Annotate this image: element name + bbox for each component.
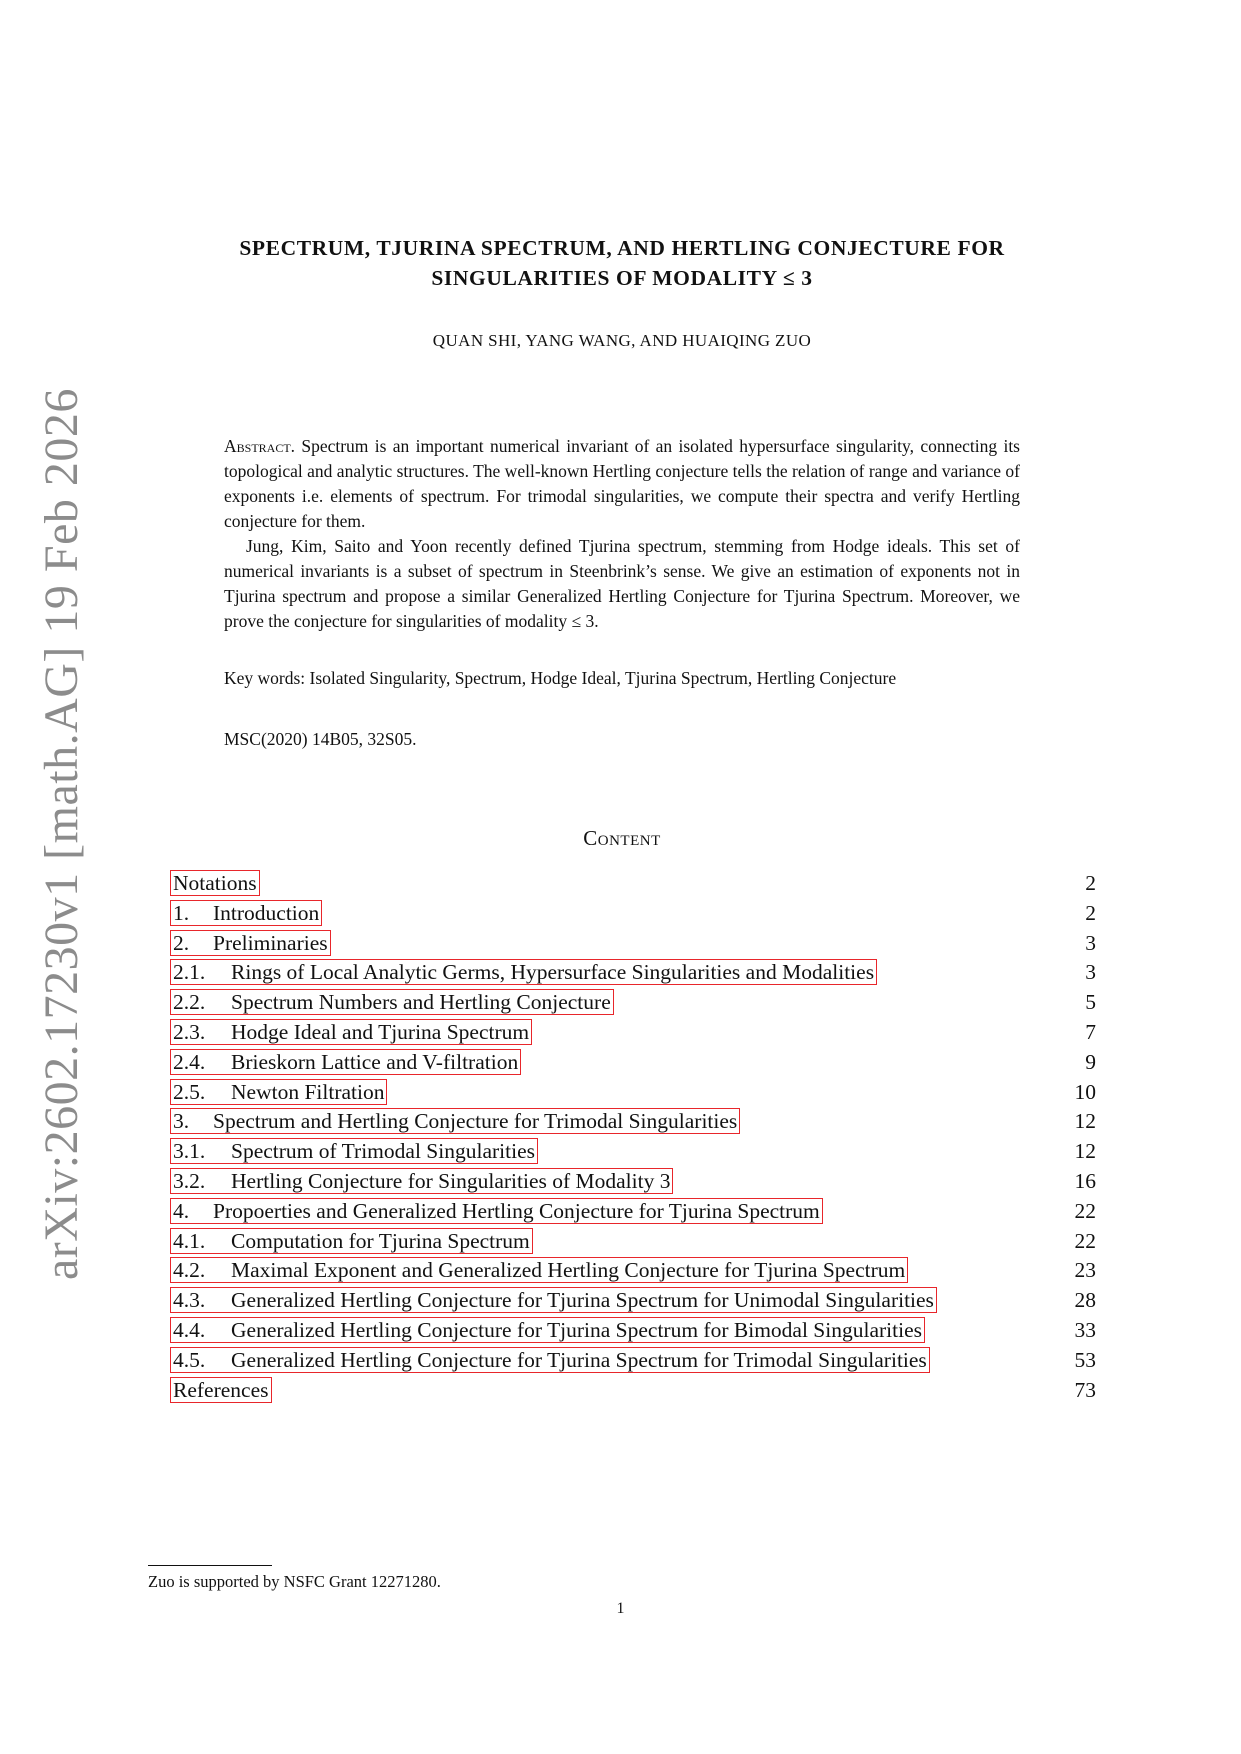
toc-entry-title: Generalized Hertling Conjecture for Tjurina Spectrum for Bimodal Singularities: [231, 1317, 922, 1342]
toc-entry-page: 9: [1085, 1049, 1096, 1074]
toc-entry: [170, 1197, 1096, 1227]
paper-title: [148, 233, 1096, 293]
abstract-label: Abstract.: [224, 436, 296, 456]
toc-entry: [170, 929, 1096, 959]
toc-entry-title: Spectrum of Trimodal Singularities: [231, 1139, 535, 1164]
toc-entry-title: Hertling Conjecture for Singularities of Modality 3: [231, 1168, 671, 1193]
toc-entry-number: 2.2.: [173, 990, 206, 1015]
toc-entry: [170, 1227, 1096, 1257]
toc-entry-number: 2.1.: [173, 960, 206, 985]
toc-entry-number: 2.4.: [173, 1049, 206, 1074]
abstract-text-1: Spectrum is an important numerical invariant of an isolated hypersurface singularity, connecting its topological and analytic structures. The well-known Hertling conjecture tells the relation of range and variance of exponents i.e. elements of spectrum. For trimodal singularities, we compute their spectra and verify Hertling conjecture for them.: [224, 436, 1020, 531]
toc-entry-title: Newton Filtration: [231, 1079, 385, 1104]
toc-entry: [170, 869, 1096, 899]
toc-link[interactable]: [170, 1287, 937, 1313]
toc-entry: [170, 1286, 1096, 1316]
toc-link[interactable]: [170, 900, 322, 926]
toc-link[interactable]: [170, 959, 877, 985]
toc-entry: [170, 1107, 1096, 1137]
toc-entry-title: Introduction: [213, 900, 320, 925]
toc-link[interactable]: [170, 1108, 740, 1134]
toc-entry-number: 2.: [173, 930, 190, 955]
toc-entry-number: 4.1.: [173, 1228, 206, 1253]
toc-entry-title: Propoerties and Generalized Hertling Conjecture for Tjurina Spectrum: [213, 1198, 820, 1223]
toc-entry-number: 4.: [173, 1198, 190, 1223]
contents-heading: Content: [583, 826, 661, 850]
keywords: Key words: Isolated Singularity, Spectrum, Hodge Ideal, Tjurina Spectrum, Hertling Conjecture: [224, 668, 897, 688]
toc-entry-page: 12: [1074, 1139, 1096, 1164]
toc-entry-page: 12: [1074, 1109, 1096, 1134]
toc-entry-title: Generalized Hertling Conjecture for Tjurina Spectrum for Trimodal Singularities: [231, 1347, 927, 1372]
toc-entry: [170, 1316, 1096, 1346]
toc-link[interactable]: [170, 1347, 930, 1373]
toc-entry-number: 2.5.: [173, 1079, 206, 1104]
toc-entry-number: 1.: [173, 900, 190, 925]
msc-classification: MSC(2020) 14B05, 32S05.: [224, 729, 417, 749]
title-line-1: SPECTRUM, TJURINA SPECTRUM, AND HERTLING CONJECTURE FOR: [239, 236, 1005, 260]
toc-link[interactable]: [170, 1079, 387, 1105]
toc-entry-page: 16: [1074, 1168, 1096, 1193]
toc-entry: [170, 1167, 1096, 1197]
toc-entry: [170, 1346, 1096, 1376]
toc-link[interactable]: [170, 1168, 673, 1194]
toc-entry: [170, 988, 1096, 1018]
toc-entry-page: 28: [1074, 1288, 1096, 1313]
toc-entry-page: 73: [1074, 1377, 1096, 1402]
toc-entry-page: 53: [1074, 1347, 1096, 1372]
toc-entry: [170, 1048, 1096, 1078]
arxiv-identifier-stamp: arXiv:2602.17230v1 [math.AG] 19 Feb 2026: [35, 388, 88, 1280]
toc-entry-title: Spectrum Numbers and Hertling Conjecture: [231, 990, 611, 1015]
toc-link[interactable]: [170, 1317, 925, 1343]
toc-entry-number: 3.2.: [173, 1168, 206, 1193]
toc-link[interactable]: [170, 1049, 521, 1075]
toc-entry-title: References: [173, 1377, 269, 1402]
toc-entry-number: 2.3.: [173, 1019, 206, 1044]
toc-entry-number: 4.4.: [173, 1317, 206, 1342]
toc-entry-page: 5: [1085, 990, 1096, 1015]
toc-entry-title: Preliminaries: [213, 930, 328, 955]
toc-entry-title: Spectrum and Hertling Conjecture for Trimodal Singularities: [213, 1109, 738, 1134]
toc-entry: [170, 1376, 1096, 1406]
toc-entry-page: 3: [1085, 930, 1096, 955]
author-list: QUAN SHI, YANG WANG, AND HUAIQING ZUO: [432, 331, 812, 350]
toc-entry-number: 3.1.: [173, 1139, 206, 1164]
toc-entry-number: 4.2.: [173, 1258, 206, 1283]
toc-entry-page: 23: [1074, 1258, 1096, 1283]
toc-link[interactable]: [170, 1257, 908, 1283]
toc-entry-page: 22: [1074, 1198, 1096, 1223]
abstract-paragraph-1: [224, 434, 1020, 534]
toc-entry-page: 33: [1074, 1317, 1096, 1342]
toc-entry-title: Brieskorn Lattice and V-filtration: [231, 1049, 519, 1074]
toc-entry-title: Rings of Local Analytic Germs, Hypersurface Singularities and Modalities: [231, 960, 875, 985]
footnote-divider: [148, 1565, 272, 1566]
toc-entry: [170, 1256, 1096, 1286]
abstract: [224, 434, 1020, 634]
toc-entry-page: 3: [1085, 960, 1096, 985]
toc-link[interactable]: [170, 1377, 272, 1403]
page-number: 1: [616, 1600, 625, 1617]
toc-entry-page: 7: [1085, 1019, 1096, 1044]
toc-entry-title: Computation for Tjurina Spectrum: [231, 1228, 530, 1253]
toc-entry: [170, 1137, 1096, 1167]
toc-entry-number: 3.: [173, 1109, 190, 1134]
toc-entry-title: Hodge Ideal and Tjurina Spectrum: [231, 1019, 530, 1044]
footnote: Zuo is supported by NSFC Grant 12271280.: [148, 1572, 441, 1591]
toc-link[interactable]: [170, 989, 614, 1015]
toc-link[interactable]: [170, 930, 331, 956]
toc-entry-page: 22: [1074, 1228, 1096, 1253]
toc-entry-title: Notations: [173, 871, 257, 895]
toc-entry-page: 10: [1074, 1079, 1096, 1104]
toc-entry: [170, 1078, 1096, 1108]
title-line-2: SINGULARITIES OF MODALITY ≤ 3: [431, 266, 813, 290]
toc-link[interactable]: [170, 1228, 533, 1254]
toc-entry: [170, 958, 1096, 988]
toc-entry: [170, 899, 1096, 929]
toc-entry-title: Generalized Hertling Conjecture for Tjurina Spectrum for Unimodal Singularities: [231, 1288, 934, 1313]
toc-entry-title: Maximal Exponent and Generalized Hertling Conjecture for Tjurina Spectrum: [231, 1258, 906, 1283]
toc-link[interactable]: [170, 1138, 538, 1164]
abstract-paragraph-2: Jung, Kim, Saito and Yoon recently defined Tjurina spectrum, stemming from Hodge ideals. This set of numerical invariants is a subset of spectrum in Steenbrink’s sense. We give an estimation of exponents not in Tjurina spectrum and propose a similar Generalized Hertling Conjecture for Tjurina Spectrum. Moreover, we prove the conjecture for singularities of modality ≤ 3.: [224, 536, 1020, 631]
toc-link[interactable]: [170, 1198, 823, 1224]
toc-link[interactable]: [170, 1019, 532, 1045]
table-of-contents: [170, 869, 1096, 1405]
toc-link[interactable]: [170, 870, 260, 896]
toc-entry-number: 4.5.: [173, 1347, 206, 1372]
toc-entry: [170, 1018, 1096, 1048]
toc-entry-number: 4.3.: [173, 1288, 206, 1313]
toc-entry-page: 2: [1085, 900, 1096, 925]
toc-entry-page: 2: [1085, 871, 1096, 895]
